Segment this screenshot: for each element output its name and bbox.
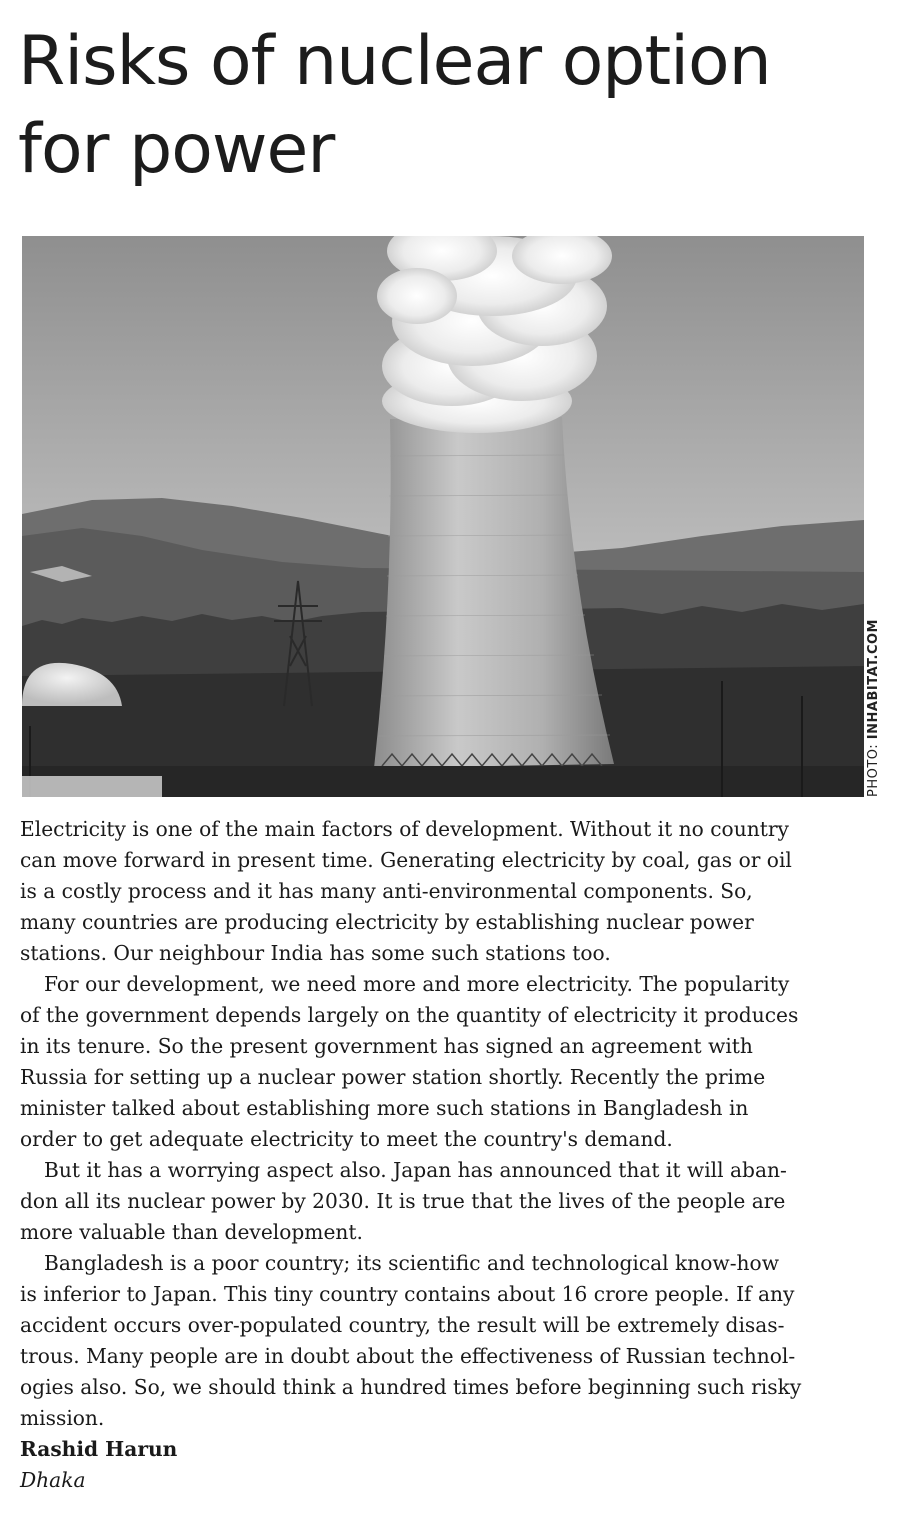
text-line: don all its nuclear power by 2030. It is true that the lives of the people are [20,1189,786,1213]
text-line: Russia for setting up a nuclear power station shortly. Recently the prime [20,1065,766,1089]
text-line: mission. [20,1406,105,1430]
author-location: Dhaka [20,1468,86,1492]
photo-credit-prefix: PHOTO: [866,739,881,797]
text-line: is inferior to Japan. This tiny country contains about 16 crore people. If any [20,1282,795,1306]
paragraph-2 [20,969,868,1155]
paragraph-4 [20,1248,868,1434]
text-line: in its tenure. So the present government has signed an agreement with [20,1034,753,1058]
paragraph-1 [20,814,868,969]
text-line: many countries are producing electricity by establishing nuclear power [20,910,754,934]
text-line: minister talked about establishing more such stations in Bangladesh in [20,1096,749,1120]
text-line: more valuable than development. [20,1220,363,1244]
text-line: ogies also. So, we should think a hundred times before beginning such risky [20,1375,802,1399]
headline-line-1: Risks of nuclear option [18,22,771,101]
text-line: order to get adequate electricity to meet the country's demand. [20,1127,673,1151]
article-headline [18,18,878,194]
text-line: For our development, we need more and more electricity. The popularity [44,972,790,996]
text-line: of the government depends largely on the quantity of electricity it produces [20,1003,799,1027]
photo-credit [866,582,888,797]
text-line: can move forward in present time. Generating electricity by coal, gas or oil [20,848,792,872]
text-line: But it has a worrying aspect also. Japan has announced that it will aban- [44,1158,787,1182]
article-body [20,814,868,1496]
text-line: is a costly process and it has many anti-environmental components. So, [20,879,753,903]
text-line: trous. Many people are in doubt about the effectiveness of Russian technol- [20,1344,796,1368]
paragraph-3 [20,1155,868,1248]
text-line: Electricity is one of the main factors of development. Without it no country [20,817,789,841]
text-line: Bangladesh is a poor country; its scientific and technological know-how [44,1251,779,1275]
author-name: Rashid Harun [20,1437,178,1461]
photo-credit-source: INHABITAT.COM [866,619,881,740]
text-line: stations. Our neighbour India has some such stations too. [20,941,611,965]
nuclear-cooling-tower-photo [22,236,864,797]
text-line: accident occurs over-populated country, the result will be extremely disas- [20,1313,785,1337]
headline-line-2: for power [18,110,335,189]
